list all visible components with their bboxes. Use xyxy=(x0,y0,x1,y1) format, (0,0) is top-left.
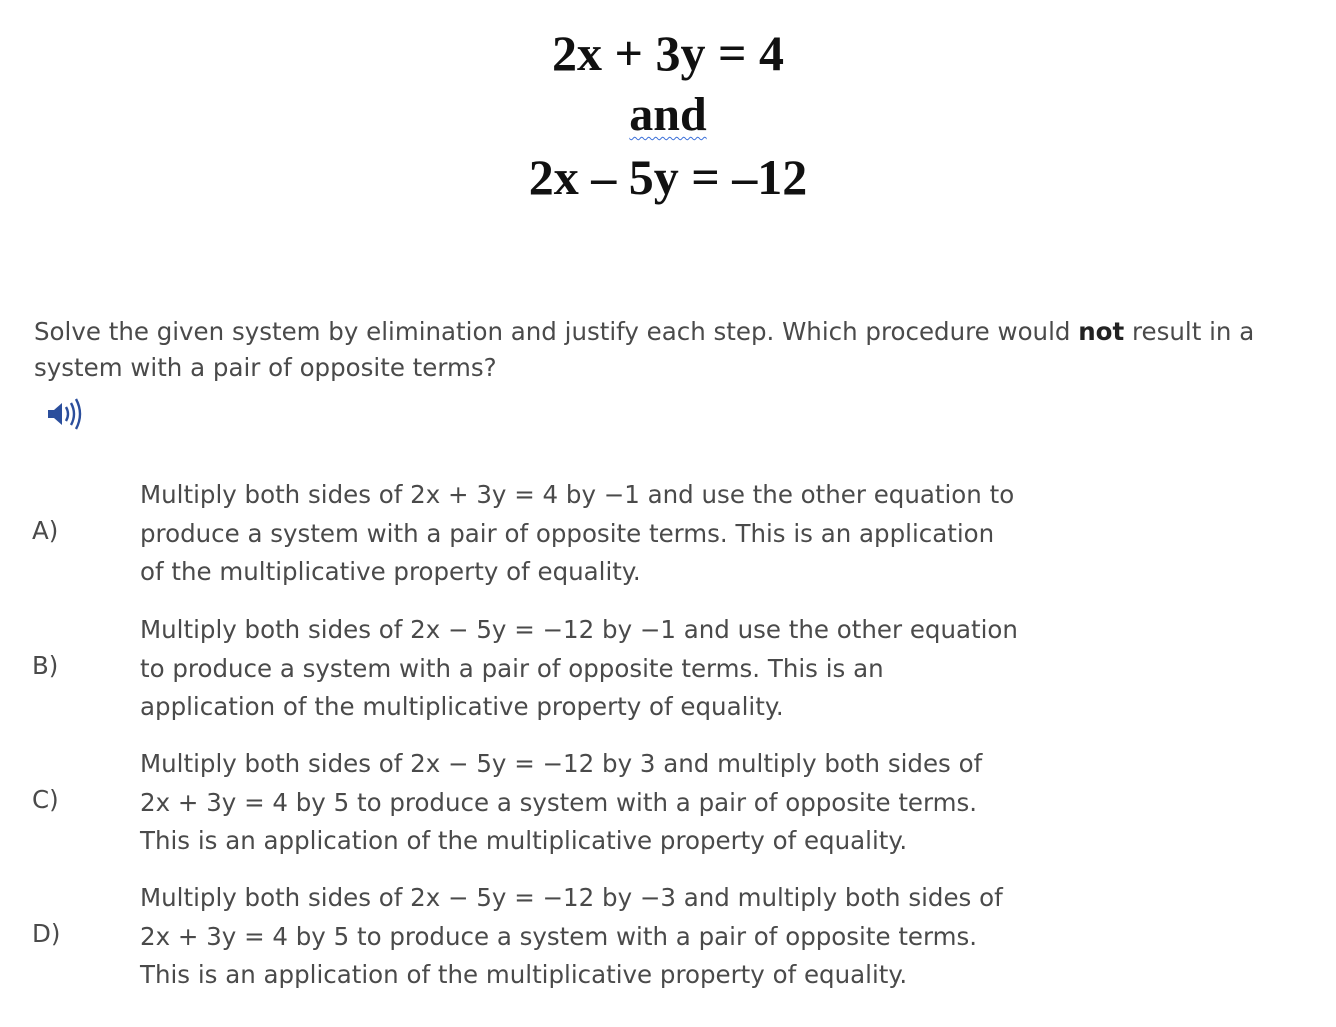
option-text xyxy=(140,879,1003,995)
answer-option-c[interactable] xyxy=(0,745,1336,865)
answer-option-a[interactable] xyxy=(0,476,1336,596)
option-letter: B) xyxy=(32,651,59,680)
option-line: This is an application of the multiplicative property of equality. xyxy=(140,960,908,990)
option-line: to produce a system with a pair of opposite terms. This is an xyxy=(140,653,884,683)
option-letter: C) xyxy=(32,785,59,814)
option-text xyxy=(140,611,1018,727)
answer-option-b[interactable] xyxy=(0,611,1336,731)
option-line: Multiply both sides of 2x + 3y = 4 by −1 and use the other equation to xyxy=(140,480,1015,509)
option-line: 2x + 3y = 4 by 5 to produce a system with a pair of opposite terms. xyxy=(140,921,978,951)
equation-2: 2x – 5y = –12 xyxy=(528,149,808,205)
option-letter: D) xyxy=(32,919,61,948)
option-line: of the multiplicative property of equality. xyxy=(140,557,641,587)
speaker-icon[interactable] xyxy=(46,395,86,433)
option-line: produce a system with a pair of opposite terms. This is an application xyxy=(140,518,995,548)
stem-emphasis: not xyxy=(1078,317,1125,346)
equation-system-image xyxy=(0,22,1336,208)
option-line: application of the multiplicative property of equality. xyxy=(140,692,784,722)
option-letter: A) xyxy=(32,516,59,545)
option-text xyxy=(140,745,982,861)
option-line: This is an application of the multiplicative property of equality. xyxy=(140,826,908,856)
stem-text-start: Solve the given system by elimination and justify each step. Which procedure would xyxy=(34,317,1079,346)
option-text xyxy=(140,476,1014,592)
option-line: Multiply both sides of 2x − 5y = −12 by 3 and multiply both sides of xyxy=(140,749,983,778)
option-line: Multiply both sides of 2x − 5y = −12 by −3 and multiply both sides of xyxy=(140,883,1003,912)
option-line: 2x + 3y = 4 by 5 to produce a system with a pair of opposite terms. xyxy=(140,787,978,817)
question-stem xyxy=(34,314,1324,386)
option-line: Multiply both sides of 2x − 5y = −12 by −1 and use the other equation xyxy=(140,615,1018,644)
answer-option-d[interactable] xyxy=(0,879,1336,999)
equation-1: 2x + 3y = 4 xyxy=(552,25,784,81)
equation-connector: and xyxy=(629,88,707,141)
stem-text-end: result in a system with a pair of opposite terms? xyxy=(34,317,1255,382)
